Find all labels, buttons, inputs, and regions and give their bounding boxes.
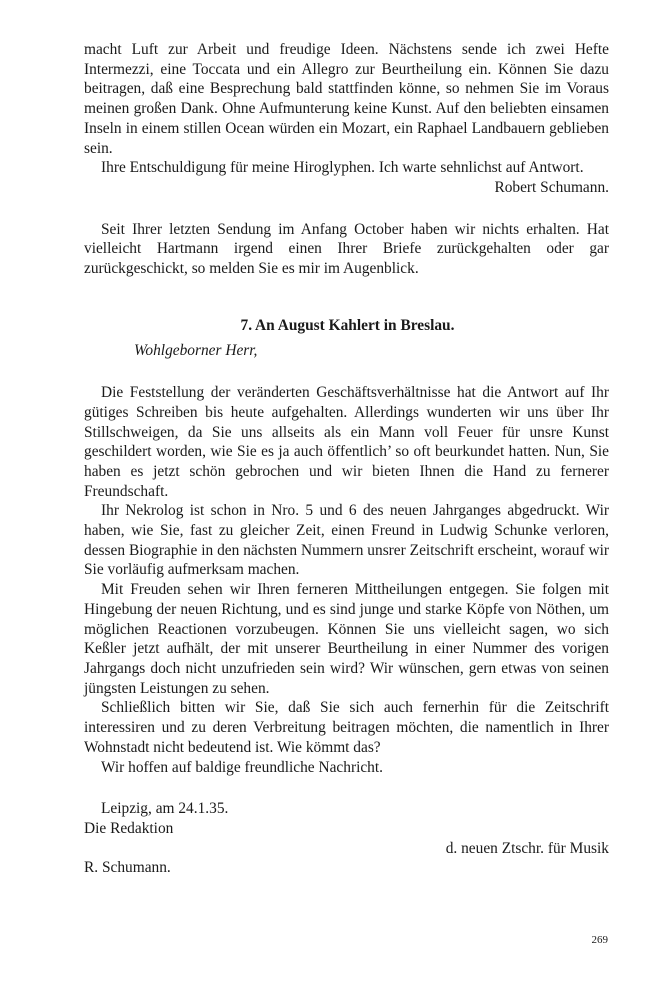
spacer [84,777,609,799]
letter-seven-sender-name: R. Schumann. [84,859,171,877]
letter-seven-paragraph: Schließlich bitten wir Sie, daß Sie sich auch fernerhin für die Zeitschrift interessiren und zu deren Verbreitung beitragen möchten, die namentlich in Ihrer Wohnstadt nicht bedeutend ist. Wie kömmt das? [84,699,609,756]
spacer [84,361,609,383]
letter-six-paragraph: macht Luft zur Arbeit und freudige Ideen. Nächstens sende ich zwei Hefte Intermezzi, eine Toccata und ein Allegro zur Beurtheilung ein. Können Sie dazu beitragen, daß eine Besprechung bald stattfinden könne, so nehmen Sie im Voraus meinen großen Dank. Ohne Aufmunterung keine Kunst. Auf den beliebten einsamen Inseln in einem stillen Ocean würden ein Mozart, ein Raphael Landbauern geblieben sein. [84,41,609,157]
letter-six-postscript: Seit Ihrer letzten Sendung im Anfang October haben wir nichts erhalten. Hat vielleicht Hartmann irgend einen Ihrer Briefe zurückgehalten oder gar zurückgeschickt, so melden Sie es mir im Augenblick. [84,220,609,278]
letter-seven-paragraph: Mit Freuden sehen wir Ihren ferneren Mittheilungen entgegen. Sie folgen mit Hingebung der neuen Richtung, und es sind junge und starke Köpfe von Nöthen, um möglichen Reactionen vorzubeugen. Können Sie uns vielleicht sagen, wo sich Keßler jetzt aufhält, der mit unserer Beurtheilung in einer Nummer des vorigen Jahrgangs doch nicht unzufrieden sein wird? Wir wünschen, gern etwas von seinen jüngsten Leistungen zu sehen. [84,581,609,697]
letter-seven-paragraph: Die Feststellung der veränderten Geschäftsverhältnisse hat die Antwort auf Ihr gütiges Schreiben bis heute aufgehalten. Allerdings wunderten wir uns über Ihr Stillschweigen, da Sie uns allseits als ein Mann voll Feuer für unsre Kunst geschildert worden, wie Sie es ja auch öffentlich’ so oft beurkundet hatten. Nun, Sie haben es jetzt schön gebrochen und wir bieten Ihnen die Hand zu fernerer Freundschaft. [84,384,609,500]
letter-seven-paragraph: Ihr Nekrolog ist schon in Nro. 5 und 6 des neuen Jahrganges abgedruckt. Wir haben, wie Sie, fast zu gleicher Zeit, einen Freund in Ludwig Schunke verloren, dessen Biographie in den nächsten Nummern unsrer Zeitschrift erscheint, worauf wir Sie vorläufig aufmerksam machen. [84,502,609,579]
letter-seven-paragraph: Wir hoffen auf baldige freundliche Nachricht. [101,758,383,776]
letter-seven-salutation: Wohlgeborner Herr, [134,342,258,360]
letter-seven-sender-line: Die Redaktion [84,819,174,837]
letter-seven-heading: 7. An August Kahlert in Breslau. [240,316,455,334]
page-number: 269 [591,934,608,946]
spacer [84,301,609,316]
page-body [84,40,609,878]
spacer [84,198,609,220]
letter-six-signature: Robert Schumann. [494,178,609,196]
letter-six-paragraph: Ihre Entschuldigung für meine Hiroglyphen. Ich warte sehnlichst auf Antwort. [101,159,584,177]
letter-seven-sender-line: d. neuen Ztschr. für Musik [445,839,609,857]
spacer [84,279,609,301]
letter-seven-place-date: Leipzig, am 24.1.35. [101,800,229,818]
